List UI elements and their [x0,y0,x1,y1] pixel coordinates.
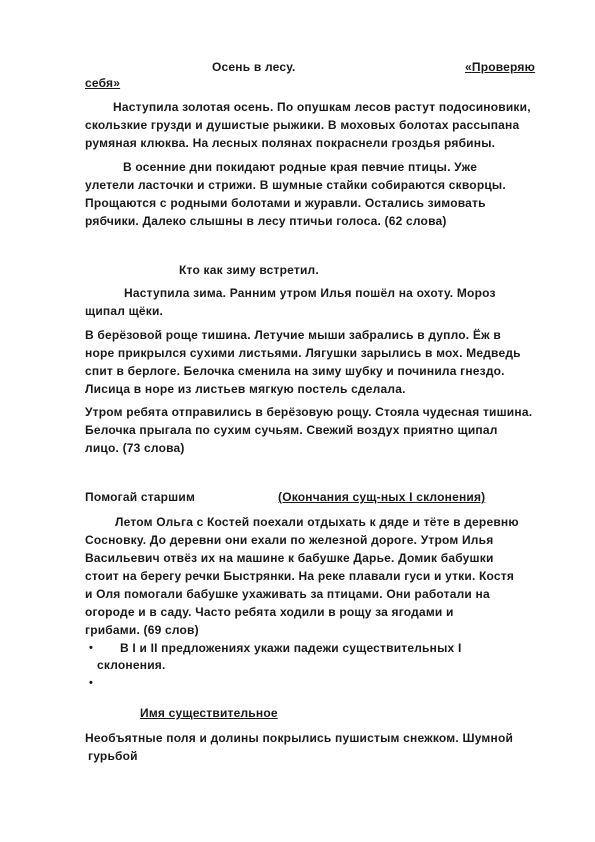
section1-tag-line1: «Проверяю [465,60,536,74]
task-line: склонения. [97,658,166,672]
paragraph-line: Утром ребята отправились в берёзовую рощу. Стояла чудесная тишина. [85,405,533,419]
paragraph-line: улетели ласточки и стрижи. В шумные стайки собираются скворцы. [85,178,506,192]
paragraph-line: спит в берлоге. Белочка сменила на зиму шубку и починила гнездо. [85,364,505,378]
section4-title: Имя существительное [140,706,278,720]
bullet-icon: • [89,677,93,689]
paragraph-line: Наступила золотая осень. По опушкам лесов растут подосиновики, [113,100,531,114]
paragraph-line: стоит на берегу речки Быстрянки. На реке плавали гуси и утки. Костя [85,569,515,583]
task-line: В I и II предложениях укажи падежи существительных I [120,641,462,655]
paragraph-line: норе прикрылся сухими листьями. Лягушки зарылись в мох. Медведь [85,346,521,360]
paragraph-line: В осенние дни покидают родные края певчие птицы. Уже [123,160,478,174]
paragraph-line: Лисица в норе из листьев мягкую постель сделала. [85,382,406,396]
paragraph-line: Белочка прыгала по сухим сучьям. Свежий воздух приятно щипал [85,423,498,437]
paragraph-line: грибами. (69 слов) [85,623,199,637]
section1-title: Осень в лесу. [212,60,296,74]
paragraph-line: и Оля помогали бабушке ухаживать за птицами. Они работали на [85,587,490,601]
paragraph-line: румяная клюква. На лесных полянах покраснели гроздья рябины. [85,136,496,150]
paragraph-line: лицо. (73 слова) [85,441,185,455]
paragraph-line: щипал щёки. [85,304,164,318]
paragraph-line: скользкие грузди и душистые рыжики. В моховых болотах рассыпана [85,118,520,132]
paragraph-line: Необъятные поля и долины покрылись пушистым снежком. Шумной [85,731,514,745]
paragraph-line: Прощаются с родными болотами и журавли. Остались зимовать [85,196,486,210]
paragraph-line: гурьбой [88,749,138,763]
paragraph-line: рябчики. Далеко слышны в лесу птичьи голоса. (62 слова) [85,214,447,228]
section1-tag-line2: себя» [85,76,121,90]
paragraph-line: Васильевич отвёз их на машине к бабушке Дарье. Домик бабушки [85,551,494,565]
section3-title: Помогай старшим [85,490,196,504]
bullet-icon: • [89,642,93,654]
paragraph-line: Сосновку. До деревни они ехали по железной дороге. Утром Илья [85,533,494,547]
section2-title: Кто как зиму встретил. [179,263,319,277]
paragraph-line: огороде и в саду. Часто ребята ходили в рощу за ягодами и [85,605,454,619]
paragraph-line: Летом Ольга с Костей поехали отдыхать к дяде и тёте в деревню [115,515,519,529]
section3-subtitle: (Окончания сущ-ных I склонения) [278,490,486,504]
paragraph-line: Наступила зима. Ранним утром Илья пошёл на охоту. Мороз [124,286,496,300]
paragraph-line: В берёзовой роще тишина. Летучие мыши забрались в дупло. Ёж в [85,328,501,342]
